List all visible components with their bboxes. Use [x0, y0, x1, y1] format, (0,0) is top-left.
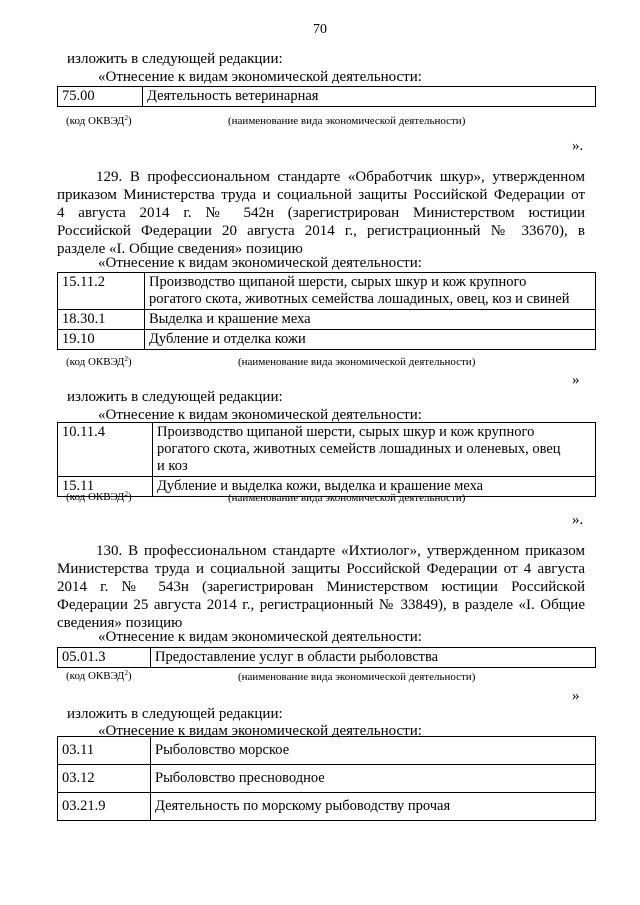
- okved-code: 18.30.1: [58, 310, 145, 330]
- okved-name: Производство щипаной шерсти, сырых шкур и кож крупного рогатого скота, животных семейства лошадиных, овец, коз и свиней: [145, 273, 596, 310]
- paragraph-130: 130. В профессиональном стандарте «Ихтиолог», утвержденном приказом Министерства труда и социальной защиты Российской Федерации от 4 августа 2014 г. № 543н (зарегистрирован Министерством юстиции Российской Федерации 25 августа 2014 г., регистрационный № 33849), в разделе «I. Общие сведения» позицию: [57, 543, 585, 631]
- okved-name: Рыболовство морское: [151, 737, 596, 765]
- okved-name: Дубление и выделка кожи, выделка и крашение меха: [153, 477, 596, 497]
- table-row: [58, 648, 596, 668]
- okved-code: 05.01.3: [58, 648, 151, 668]
- end-mark: »: [572, 688, 580, 704]
- okved-code: 03.21.9: [58, 793, 151, 821]
- name-caption: (наименование вида экономической деятельности): [238, 671, 476, 683]
- end-mark: ».: [572, 138, 584, 154]
- okved-name: Дубление и отделка кожи: [145, 330, 596, 350]
- table-row: [58, 273, 596, 310]
- okved-code: 03.11: [58, 737, 151, 765]
- okved-table-5: [57, 736, 596, 821]
- table-row: [58, 423, 596, 477]
- name-caption: (наименование вида экономической деятельности): [238, 356, 476, 368]
- name-caption: (наименование вида экономической деятельности): [228, 115, 466, 127]
- table-row: [58, 310, 596, 330]
- table-row: [58, 737, 596, 765]
- relation-label: «Отнесение к видам экономической деятельности:: [98, 255, 422, 271]
- okved-table-3: [57, 422, 596, 497]
- okved-code: 15.11.2: [58, 273, 145, 310]
- paragraph-129: 129. В профессиональном стандарте «Обработчик шкур», утвержденном приказом Министерства труда и социальной защиты Российской Федерации от 4 августа 2014 г. № 542н (зарегистрирован Министерством юстиции Российской Федерации 20 августа 2014 г., регистрационный № 33670), в разделе «I. Общие сведения» позицию: [57, 169, 585, 257]
- okved-code: 03.12: [58, 765, 151, 793]
- page-number: 70: [313, 22, 327, 37]
- okved-name: Предоставление услуг в области рыболовства: [151, 648, 596, 668]
- table-row: [58, 765, 596, 793]
- relation-label: «Отнесение к видам экономической деятельности:: [98, 69, 422, 85]
- code-caption: (код ОКВЭД$^2$): [66, 114, 132, 127]
- okved-name: Рыболовство пресноводное: [151, 765, 596, 793]
- okved-code: 10.11.4: [58, 423, 153, 477]
- okved-name: Деятельность по морскому рыбоводству прочая: [151, 793, 596, 821]
- okved-table-4: [57, 647, 596, 668]
- table-row: [58, 330, 596, 350]
- okved-code: 19.10: [58, 330, 145, 350]
- intro-text: изложить в следующей редакции:: [67, 706, 283, 722]
- okved-name: Деятельность ветеринарная: [143, 87, 596, 107]
- table-row: [58, 87, 596, 107]
- relation-label: «Отнесение к видам экономической деятельности:: [98, 407, 422, 423]
- okved-name: Производство щипаной шерсти, сырых шкур и кож крупного рогатого скота, животных семейств лошадиных и оленевых, овец и коз: [153, 423, 596, 477]
- okved-code: 15.11: [58, 477, 153, 497]
- code-caption: (код ОКВЭД$^2$): [66, 355, 132, 368]
- name-caption: (наименование вида экономической деятельности): [228, 492, 466, 504]
- code-caption: (код ОКВЭД$^2$): [66, 490, 132, 503]
- relation-label: «Отнесение к видам экономической деятельности:: [98, 723, 422, 739]
- table-row: [58, 793, 596, 821]
- okved-code: 75.00: [58, 87, 143, 107]
- code-caption: (код ОКВЭД$^2$): [66, 669, 132, 682]
- end-mark: ».: [572, 512, 584, 528]
- okved-table-1: [57, 86, 596, 107]
- end-mark: »: [572, 372, 580, 388]
- intro-text: изложить в следующей редакции:: [67, 389, 283, 405]
- intro-text: изложить в следующей редакции:: [67, 51, 283, 67]
- relation-label: «Отнесение к видам экономической деятельности:: [98, 629, 422, 645]
- okved-name: Выделка и крашение меха: [145, 310, 596, 330]
- okved-table-2: [57, 272, 596, 350]
